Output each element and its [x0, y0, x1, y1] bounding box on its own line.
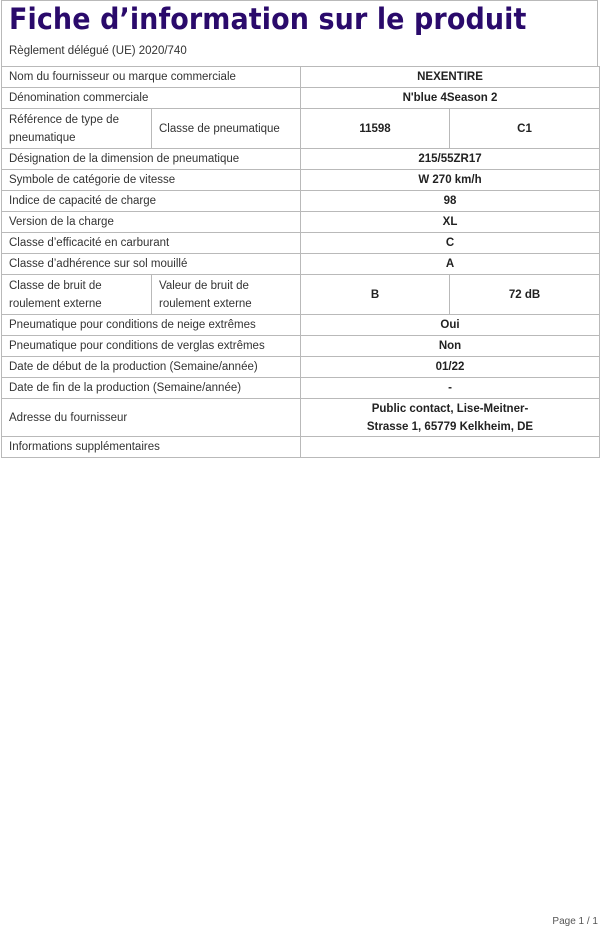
table-row — [2, 212, 600, 233]
value-size: 215/55ZR17 — [301, 149, 600, 170]
table-row — [2, 254, 600, 275]
label-snow: Pneumatique pour conditions de neige extrêmes — [2, 315, 301, 336]
page-title: Fiche d’information sur le produit — [9, 2, 527, 36]
value-noise-value: 72 dB — [450, 275, 600, 315]
label-fuel-class: Classe d’efficacité en carburant — [2, 233, 301, 254]
value-type-ref: 11598 — [301, 109, 450, 149]
value-supplier: NEXENTIRE — [301, 67, 600, 88]
label-address: Adresse du fournisseur — [2, 399, 301, 437]
value-prod-start: 01/22 — [301, 357, 600, 378]
label-prod-start: Date de début de la production (Semaine/année) — [2, 357, 301, 378]
regulation-subtitle: Règlement délégué (UE) 2020/740 — [9, 45, 187, 57]
value-noise-class: B — [301, 275, 450, 315]
label-tyre-class: Classe de pneumatique — [152, 109, 301, 149]
table-row — [2, 275, 600, 315]
table-row — [2, 191, 600, 212]
label-prod-end: Date de fin de la production (Semaine/année) — [2, 378, 301, 399]
label-noise-value: Valeur de bruit de roulement externe — [152, 275, 301, 315]
label-load-index: Indice de capacité de charge — [2, 191, 301, 212]
value-fuel-class: C — [301, 233, 600, 254]
label-size: Désignation de la dimension de pneumatique — [2, 149, 301, 170]
product-info-table — [1, 66, 600, 458]
value-load-index: 98 — [301, 191, 600, 212]
label-load-version: Version de la charge — [2, 212, 301, 233]
value-ice: Non — [301, 336, 600, 357]
table-row — [2, 67, 600, 88]
value-speed: W 270 km/h — [301, 170, 600, 191]
label-trade-name: Dénomination commerciale — [2, 88, 301, 109]
value-trade-name: N'blue 4Season 2 — [301, 88, 600, 109]
table-row — [2, 357, 600, 378]
table-row — [2, 170, 600, 191]
label-type-ref: Référence de type de pneumatique — [2, 109, 152, 149]
page-number: Page 1 / 1 — [552, 916, 598, 927]
table-row — [2, 437, 600, 458]
table-row — [2, 233, 600, 254]
label-supplier: Nom du fournisseur ou marque commerciale — [2, 67, 301, 88]
label-noise-class: Classe de bruit de roulement externe — [2, 275, 152, 315]
table-row — [2, 315, 600, 336]
value-tyre-class: C1 — [450, 109, 600, 149]
value-wet-grip: A — [301, 254, 600, 275]
table-row — [2, 149, 600, 170]
label-wet-grip: Classe d’adhérence sur sol mouillé — [2, 254, 301, 275]
table-row — [2, 109, 600, 149]
label-speed: Symbole de catégorie de vitesse — [2, 170, 301, 191]
value-extra-info — [301, 437, 600, 458]
table-row — [2, 399, 600, 437]
label-extra-info: Informations supplémentaires — [2, 437, 301, 458]
table-row — [2, 336, 600, 357]
value-load-version: XL — [301, 212, 600, 233]
table-row — [2, 378, 600, 399]
value-snow: Oui — [301, 315, 600, 336]
value-address: Public contact, Lise-Meitner-Strasse 1, 65779 Kelkheim, DE — [301, 399, 600, 437]
label-ice: Pneumatique pour conditions de verglas extrêmes — [2, 336, 301, 357]
value-prod-end: - — [301, 378, 600, 399]
table-row — [2, 88, 600, 109]
